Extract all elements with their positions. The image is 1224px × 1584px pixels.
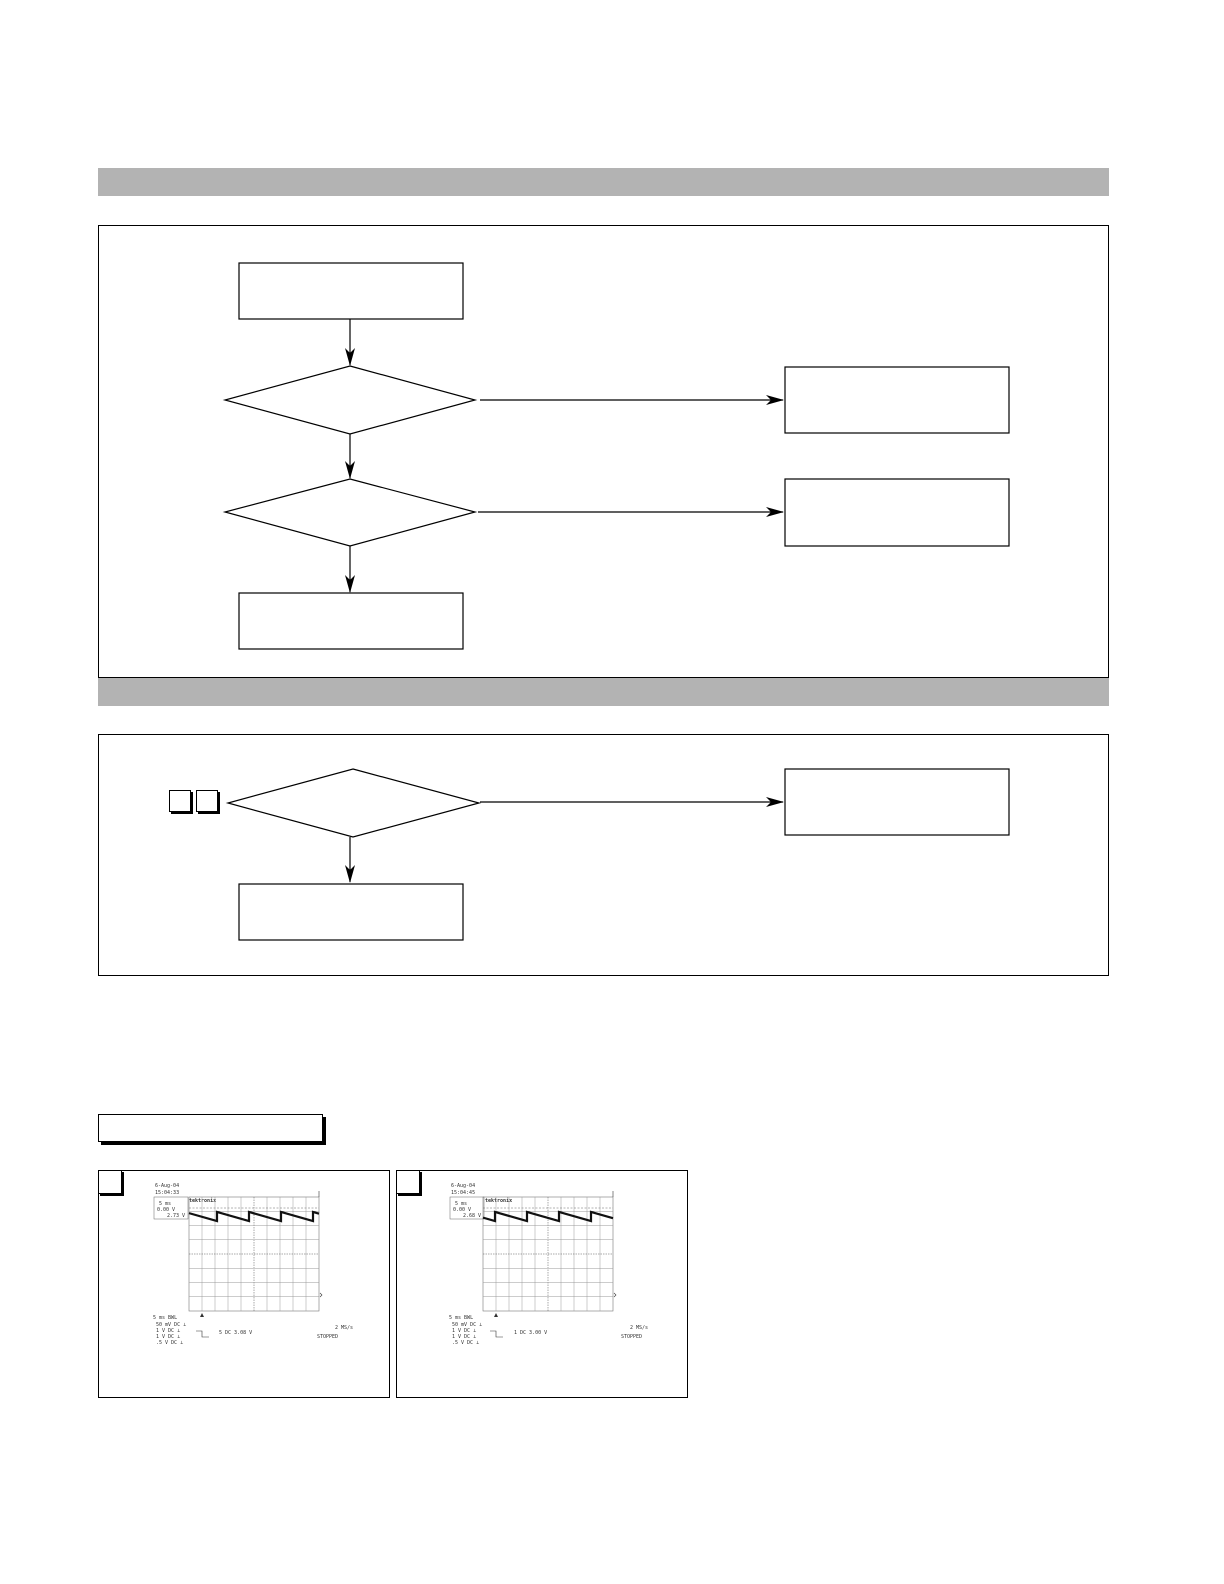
scope-right-ch4: .5 V DC ⊥ xyxy=(452,1340,480,1346)
scope-left-sample-rate: 2 MS/s xyxy=(335,1325,354,1331)
scope-left-timebase: 5 ms xyxy=(159,1201,172,1207)
scope-right-date: 6-Aug-04 xyxy=(451,1183,476,1189)
waveform-panel-left xyxy=(98,1170,390,1398)
process-box-start xyxy=(239,263,463,319)
decision-diamond-3 xyxy=(228,769,479,837)
scope-left-trigger: 5 DC 3.08 V xyxy=(219,1330,253,1336)
reference-marker-2 xyxy=(196,790,218,812)
scope-left-cursor: 2.73 V xyxy=(167,1213,186,1219)
scope-right-offset: 0.00 V xyxy=(453,1207,472,1213)
scope-right-ch2: 1 V DC ⊥ xyxy=(452,1328,477,1334)
scope-left-date: 6-Aug-04 xyxy=(155,1183,180,1189)
scope-right-time: 15:04:45 xyxy=(451,1190,476,1196)
waveform-caption-box xyxy=(98,1114,323,1142)
result-box-2 xyxy=(785,479,1009,546)
scope-right-brand: tektronix xyxy=(485,1198,513,1204)
scope-left-time: 15:04:33 xyxy=(155,1190,180,1196)
scope-right-cursor: 2.68 V xyxy=(463,1213,482,1219)
scope-right-timebase: 5 ms xyxy=(455,1201,468,1207)
result-box-1 xyxy=(785,367,1009,433)
process-box-3 xyxy=(239,884,463,940)
scope-left-brand: tektronix xyxy=(189,1198,217,1204)
oscilloscope-left xyxy=(99,1171,391,1399)
scope-right-trigger: 1 DC 3.00 V xyxy=(514,1330,548,1336)
scope-right-grid xyxy=(483,1191,616,1317)
scope-right-ch3: 1 V DC ⊥ xyxy=(452,1334,477,1340)
scope-left-status: STOPPED xyxy=(317,1334,339,1340)
oscilloscope-right xyxy=(397,1171,689,1399)
scope-left-footer: 5 ms BWL xyxy=(153,1315,178,1321)
scope-right-sample-rate: 2 MS/s xyxy=(630,1325,649,1331)
scope-left-ch4: .5 V DC ⊥ xyxy=(156,1340,184,1346)
decision-diamond-2 xyxy=(225,479,475,546)
result-box-3 xyxy=(785,769,1009,835)
scope-right-status: STOPPED xyxy=(621,1334,643,1340)
decision-diamond-1 xyxy=(225,366,475,434)
scope-left-ch3: 1 V DC ⊥ xyxy=(156,1334,181,1340)
scope-right-trigger-icon xyxy=(490,1331,503,1337)
scope-left-grid xyxy=(189,1191,322,1317)
scope-left-ch2: 1 V DC ⊥ xyxy=(156,1328,181,1334)
process-box-end xyxy=(239,593,463,649)
scope-left-offset: 0.00 V xyxy=(157,1207,176,1213)
scope-right-footer: 5 ms BWL xyxy=(449,1315,474,1321)
waveform-panel-right xyxy=(396,1170,688,1398)
reference-marker-1 xyxy=(169,790,191,812)
scope-left-ch1: 50 mV DC ⊥ xyxy=(156,1322,187,1328)
scope-left-trigger-icon xyxy=(196,1331,209,1337)
scope-right-ch1: 50 mV DC ⊥ xyxy=(452,1322,483,1328)
